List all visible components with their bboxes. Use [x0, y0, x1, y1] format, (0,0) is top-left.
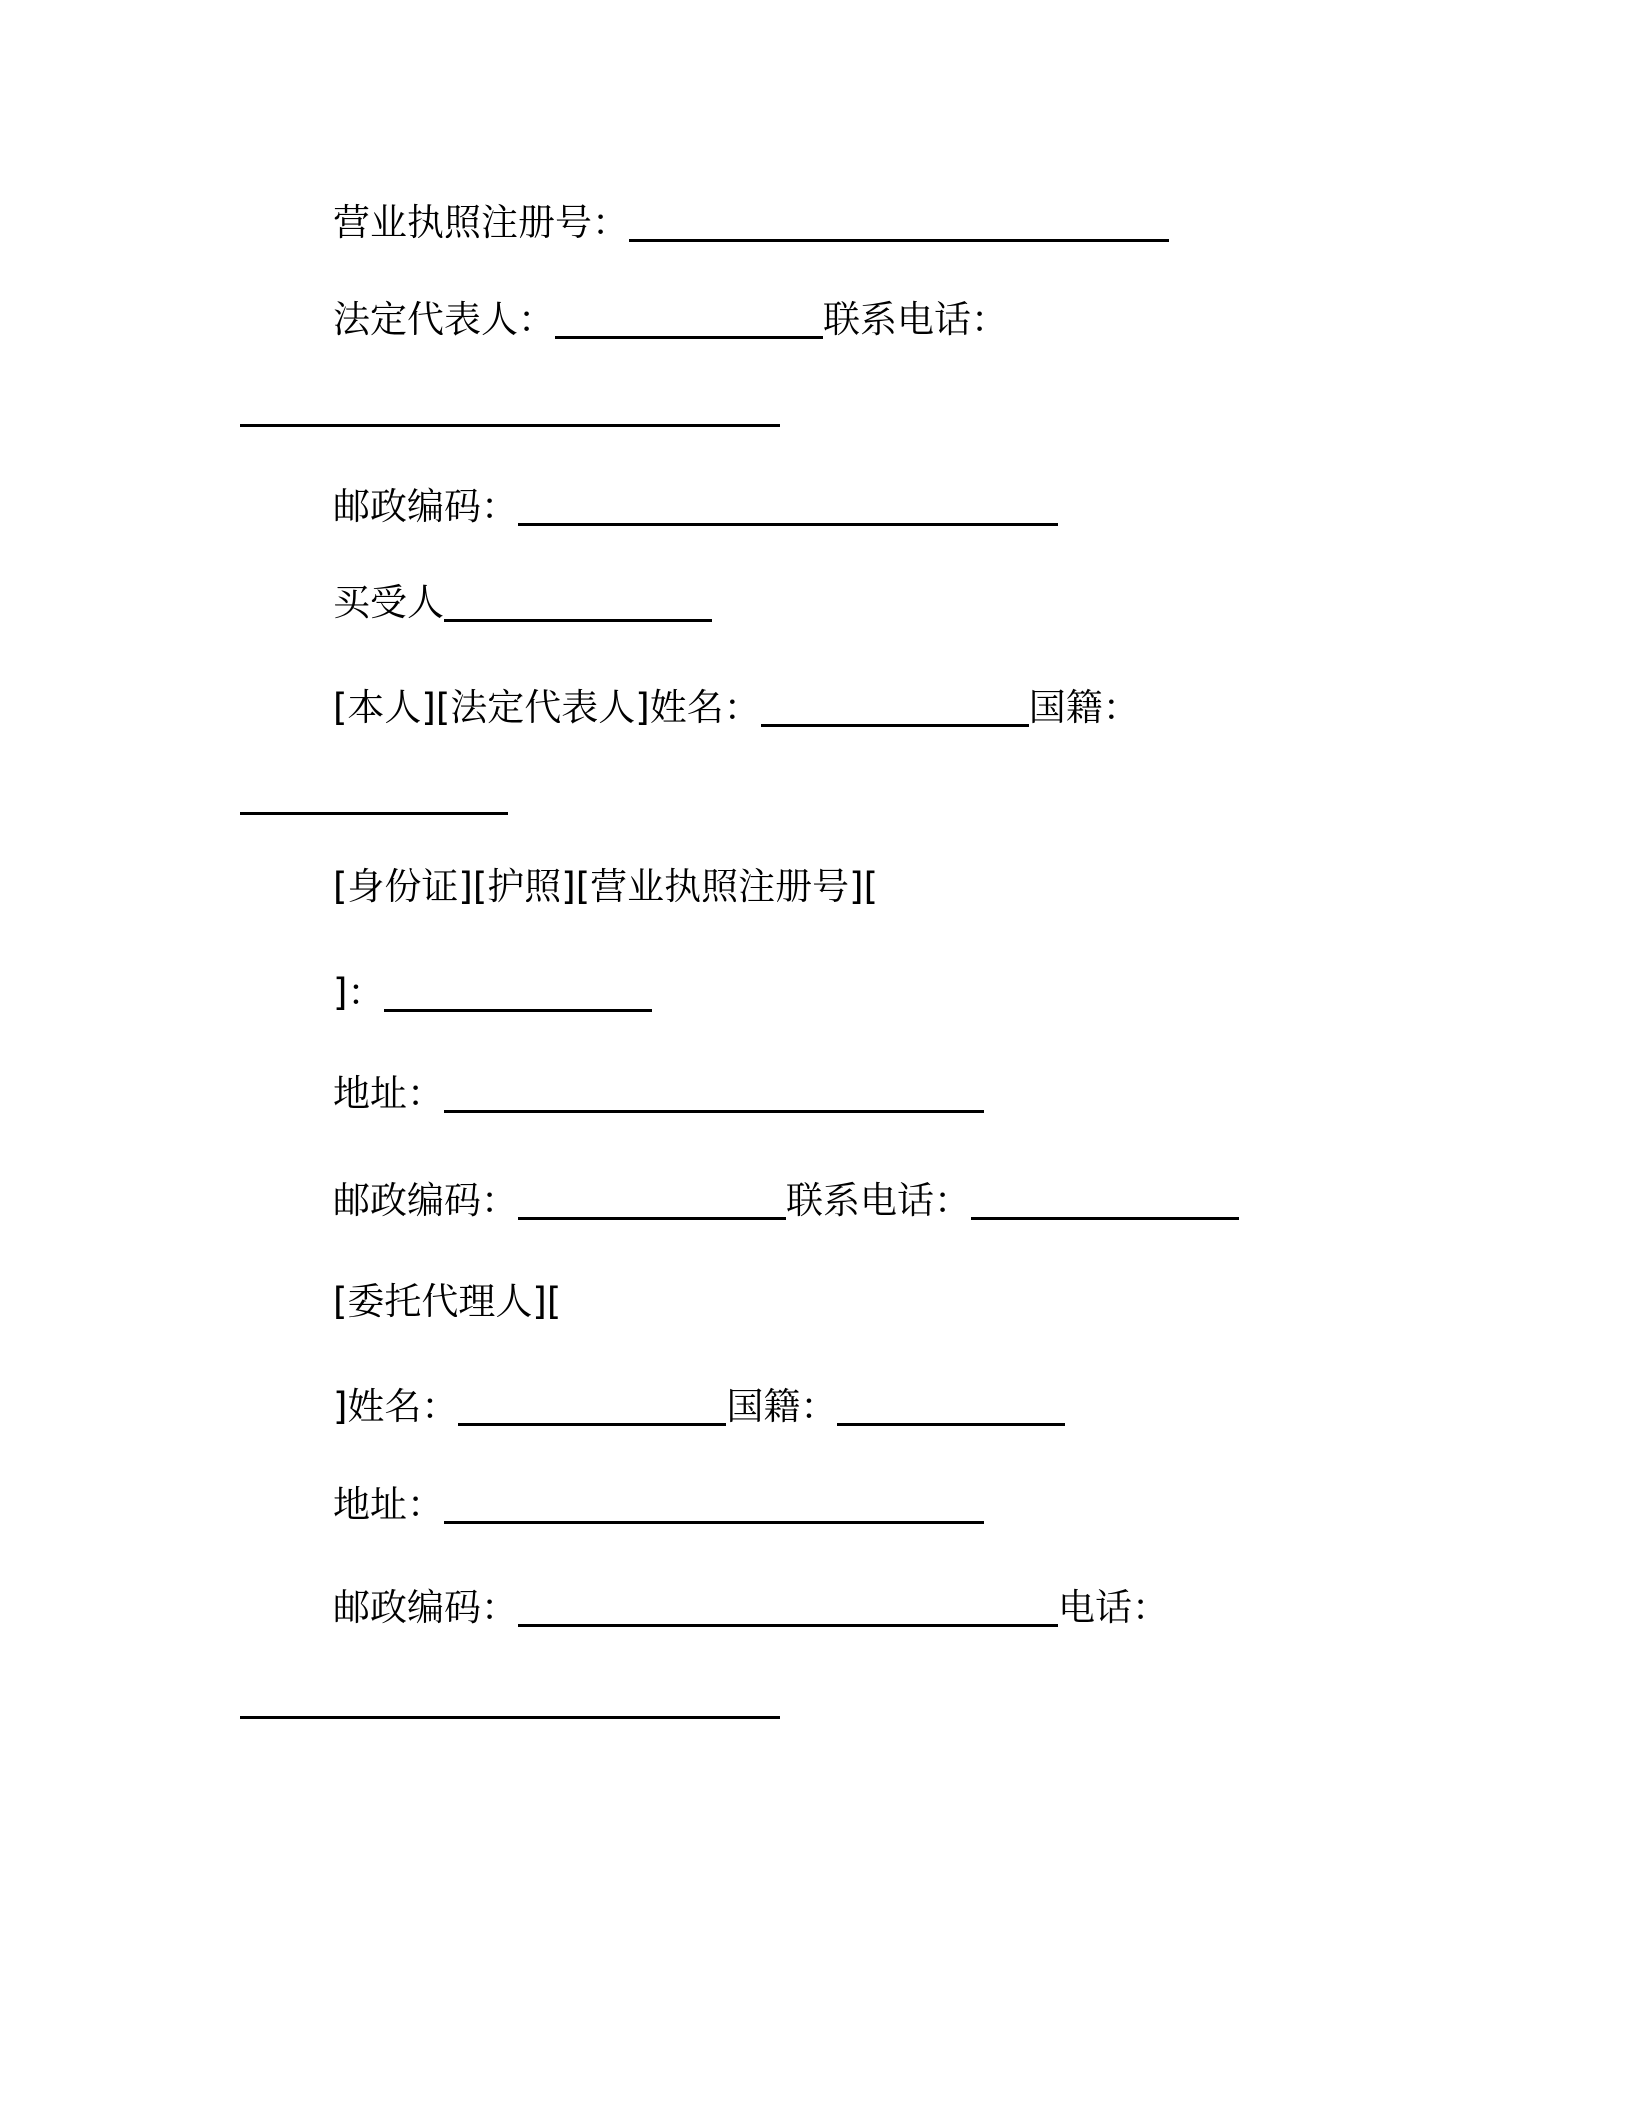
buyer-address-label: 地址： — [333, 1072, 444, 1115]
buyer-id-no-label: ]： — [333, 971, 385, 1014]
agent-address-label: 地址： — [333, 1483, 444, 1526]
seller-license-line — [333, 198, 1169, 248]
buyer-id-no-blank[interactable] — [384, 968, 652, 1018]
buyer-line — [333, 578, 712, 628]
buyer-name-line — [333, 683, 1140, 733]
buyer-id-type-line — [333, 862, 878, 912]
agent-address-blank[interactable] — [444, 1480, 984, 1530]
seller-phone-line — [240, 383, 780, 433]
buyer-postal-line — [333, 1176, 1239, 1226]
seller-rep-label: 法定代表人： — [333, 298, 555, 341]
seller-rep-line — [333, 295, 1008, 345]
buyer-id-no-line — [333, 968, 652, 1018]
agent-phone-label: 电话： — [1058, 1586, 1169, 1629]
agent-address-line — [333, 1480, 984, 1530]
agent-nationality-blank[interactable] — [837, 1382, 1065, 1432]
agent-label: [委托代理人][ — [333, 1280, 562, 1323]
buyer-phone-label: 联系电话： — [786, 1179, 971, 1222]
buyer-postal-label: 邮政编码： — [333, 1179, 518, 1222]
buyer-nationality-blank[interactable] — [240, 771, 508, 821]
agent-postal-label: 邮政编码： — [333, 1586, 518, 1629]
agent-postal-line — [333, 1583, 1169, 1633]
agent-postal-blank[interactable] — [518, 1583, 1058, 1633]
buyer-nationality-line — [240, 771, 508, 821]
seller-phone-blank[interactable] — [240, 383, 780, 433]
seller-license-blank[interactable] — [629, 198, 1169, 248]
agent-phone-line — [240, 1675, 780, 1725]
buyer-name-blank[interactable] — [761, 683, 1029, 733]
seller-postal-label: 邮政编码： — [333, 485, 518, 528]
buyer-address-line — [333, 1069, 984, 1119]
buyer-blank[interactable] — [444, 578, 712, 628]
agent-phone-blank[interactable] — [240, 1675, 780, 1725]
buyer-phone-blank[interactable] — [971, 1176, 1239, 1226]
buyer-address-blank[interactable] — [444, 1069, 984, 1119]
buyer-nationality-label: 国籍： — [1028, 686, 1140, 729]
agent-name-blank[interactable] — [458, 1382, 726, 1432]
buyer-label: 买受人 — [333, 581, 444, 624]
agent-name-label: ]姓名： — [333, 1385, 459, 1428]
seller-phone-label: 联系电话： — [823, 298, 1008, 341]
agent-name-line — [333, 1382, 1065, 1432]
seller-postal-line — [333, 482, 1058, 532]
buyer-id-type-label: [身份证][护照][营业执照注册号][ — [333, 865, 879, 908]
seller-rep-blank[interactable] — [555, 295, 823, 345]
seller-license-label: 营业执照注册号： — [333, 201, 629, 244]
agent-line — [333, 1277, 561, 1327]
seller-postal-blank[interactable] — [518, 482, 1058, 532]
buyer-name-label: [本人][法定代表人]姓名： — [333, 686, 761, 729]
agent-nationality-label: 国籍： — [726, 1385, 838, 1428]
buyer-postal-blank[interactable] — [518, 1176, 786, 1226]
